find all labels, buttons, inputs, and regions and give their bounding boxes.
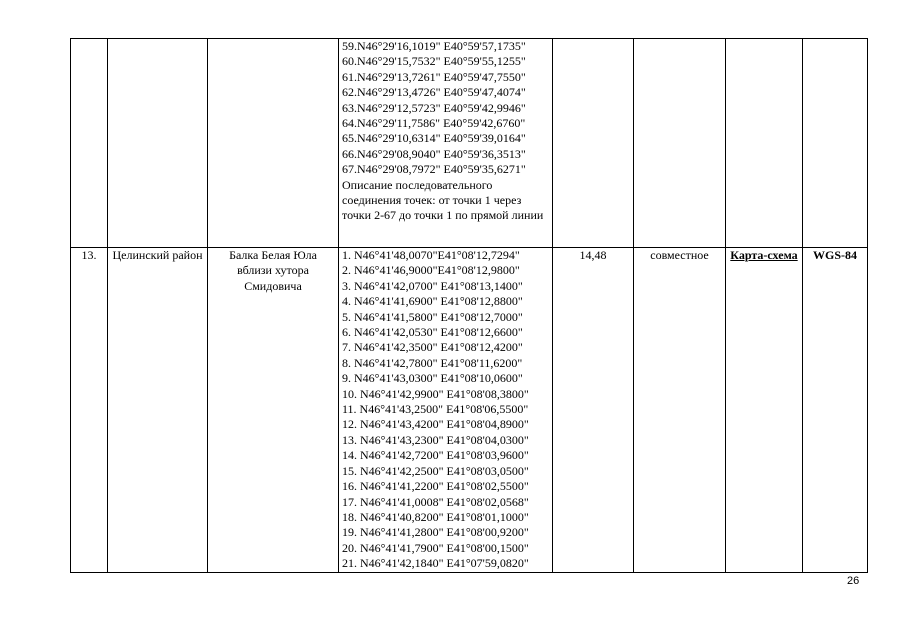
coordinate-point: 61.N46°29'13,7261" E40°59'47,7550" xyxy=(342,69,526,84)
coordinate-point: 2. N46°41'46,9000"E41°08'12,9800" xyxy=(342,263,520,278)
cell-map xyxy=(726,248,803,573)
coordinate-point: 17. N46°41'41,0008" E41°08'02,0568" xyxy=(342,494,529,509)
coordinate-point: 15. N46°41'42,2500" E41°08'03,0500" xyxy=(342,463,529,478)
area: 14,48 xyxy=(553,248,634,573)
coordinate-point: 20. N46°41'41,7900" E41°08'00,1500" xyxy=(342,540,529,555)
coordinate-point: 16. N46°41'41,2200" E41°08'02,5500" xyxy=(342,479,529,494)
coordinate-point: 4. N46°41'41,6900" E41°08'12,8800" xyxy=(342,294,523,309)
cell-object xyxy=(208,39,339,248)
coordinate-point: 3. N46°41'42,0700" E41°08'13,1400" xyxy=(342,278,523,293)
coordinate-point: 14. N46°41'42,7200" E41°08'03,9600" xyxy=(342,448,529,463)
coordinate-point: 1. N46°41'48,0070"E41°08'12,7294" xyxy=(342,248,520,262)
coordinate-point: 66.N46°29'08,9040" E40°59'36,3513" xyxy=(342,146,526,161)
coordinate-point: 60.N46°29'15,7532" E40°59'55,1255" xyxy=(342,54,526,69)
coordinate-point: 19. N46°41'41,2800" E41°08'00,9200" xyxy=(342,525,529,540)
coordinate-point: 9. N46°41'43,0300" E41°08'10,0600" xyxy=(342,371,523,386)
coordinate-point: 8. N46°41'42,7800" E41°08'11,6200" xyxy=(342,355,523,370)
cell-coord-system xyxy=(803,39,868,248)
cell-map xyxy=(726,39,803,248)
object-name: Балка Белая Юла вблизи хутора Смидовича xyxy=(208,248,339,573)
table-row-13 xyxy=(71,248,868,573)
coordinates-table xyxy=(70,38,868,573)
cell-district xyxy=(108,39,208,248)
coord-system: WGS-84 xyxy=(803,248,868,573)
coordinate-point: 67.N46°29'08,7972" E40°59'35,6271" xyxy=(342,162,526,177)
coordinate-point: 11. N46°41'43,2500" E41°08'06,5500" xyxy=(342,402,529,417)
points-list xyxy=(342,248,549,572)
coordinate-point: 59.N46°29'16,1019" E40°59'57,1735" xyxy=(342,39,526,53)
cell-area xyxy=(553,39,634,248)
coordinate-point: 65.N46°29'10,6314" E40°59'39,0164" xyxy=(342,131,526,146)
cell-points xyxy=(339,39,553,248)
coordinate-point: 10. N46°41'42,9900" E41°08'08,3800" xyxy=(342,386,529,401)
cell-number xyxy=(71,39,108,248)
page-number: 26 xyxy=(847,575,860,587)
coordinate-point: 63.N46°29'12,5723" E40°59'42,9946" xyxy=(342,100,526,115)
coordinate-point: 5. N46°41'41,5800" E41°08'12,7000" xyxy=(342,309,523,324)
cell-points xyxy=(339,248,553,573)
coordinate-point: 64.N46°29'11,7586" E40°59'42,6760" xyxy=(342,116,526,131)
table-row-prev xyxy=(71,39,868,248)
map-scheme-link[interactable]: Карта-схема xyxy=(730,248,798,262)
coordinate-point: 62.N46°29'13,4726" E40°59'47,4074" xyxy=(342,85,526,100)
row-number: 13. xyxy=(71,248,108,573)
district: Целинский район xyxy=(108,248,208,573)
coordinate-point: 13. N46°41'43,2300" E41°08'04,0300" xyxy=(342,432,529,447)
coordinate-point: 18. N46°41'40,8200" E41°08'01,1000" xyxy=(342,509,529,524)
jurisdiction: совместное xyxy=(634,248,726,573)
cell-jurisdiction xyxy=(634,39,726,248)
points-description: Описание последовательного соединения точек: от точки 1 через точки 2-67 до точки 1 по прямой линии xyxy=(342,177,544,223)
coordinate-point: 21. N46°41'42,1840" E41°07'59,0820" xyxy=(342,556,529,571)
coordinate-point: 7. N46°41'42,3500" E41°08'12,4200" xyxy=(342,340,523,355)
points-list xyxy=(342,39,549,178)
coordinate-point: 12. N46°41'43,4200" E41°08'04,8900" xyxy=(342,417,529,432)
coordinate-point: 6. N46°41'42,0530" E41°08'12,6600" xyxy=(342,325,523,340)
